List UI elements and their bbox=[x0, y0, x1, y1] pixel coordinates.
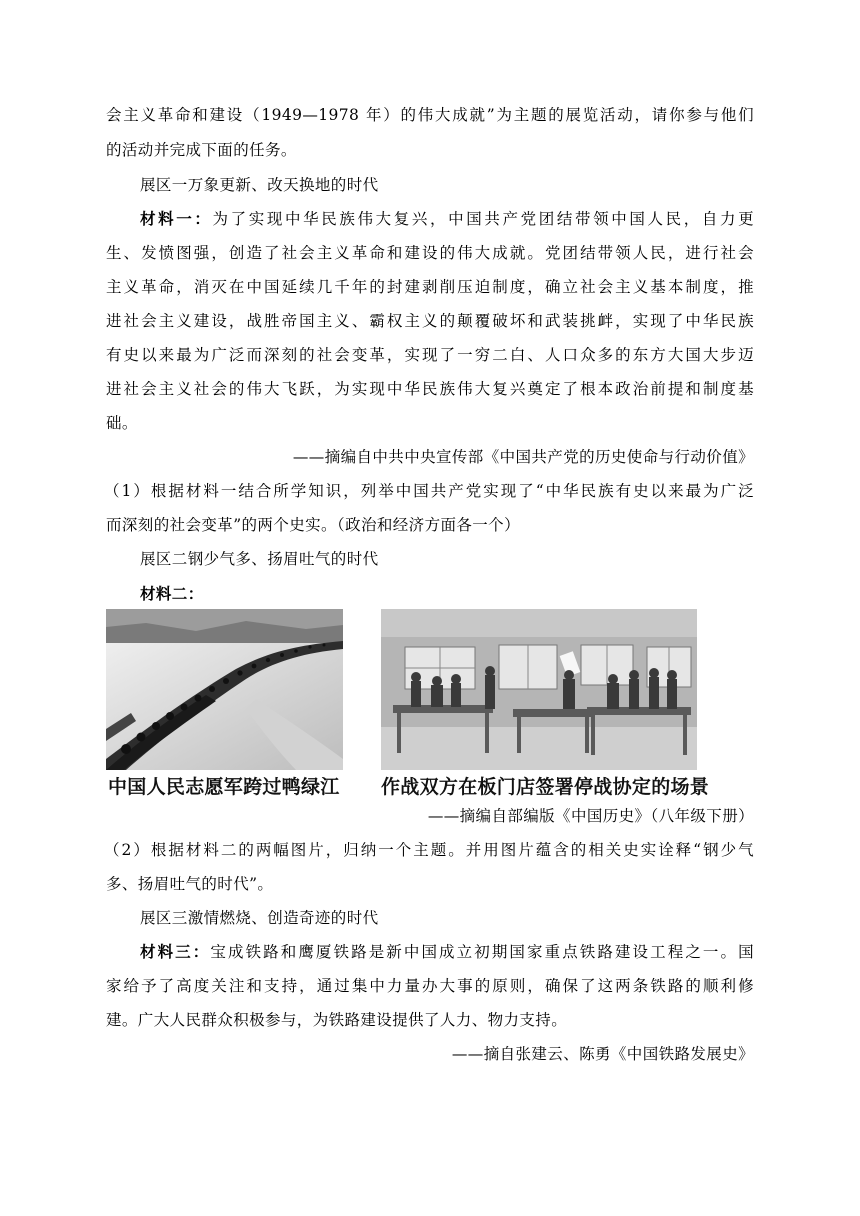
zone1-title: 展区一万象更新、改天换地的时代 bbox=[140, 176, 379, 194]
material-text: 宝成铁路和鹰厦铁路是新中国成立初期国家重点铁路建设工程之一。国 bbox=[210, 943, 754, 961]
zone2-title: 展区二钢少气多、扬眉吐气的时代 bbox=[140, 550, 379, 568]
zone3-title: 展区三激情燃烧、创造奇迹的时代 bbox=[140, 909, 379, 927]
zone2-material-label: 材料二： bbox=[140, 584, 204, 603]
armistice-signing-image bbox=[381, 609, 697, 770]
zone3-material-line-2: 家给予了高度关注和支持，通过集中力量办大事的原则，确保了这两条铁路的顺利修 bbox=[106, 977, 754, 995]
zone1-material-line-2: 生、发愤图强，创造了社会主义革命和建设的伟大成就。党团结带领人民，进行社会 bbox=[106, 244, 754, 262]
zone3-source: ——摘自张建云、陈勇《中国铁路发展史》 bbox=[451, 1045, 754, 1063]
armistice-signing-photo bbox=[381, 609, 697, 770]
question-2-line-1: （2）根据材料二的两幅图片，归纳一个主题。并用图片蕴含的相关史实诠释“钢少气 bbox=[104, 841, 754, 859]
zone1-material-line-6: 进社会主义社会的伟大飞跃，为实现中华民族伟大复兴奠定了根本政治前提和制度基 bbox=[106, 380, 754, 398]
zone1-source: ——摘编自中共中央宣传部《中国共产党的历史使命与行动价值》 bbox=[292, 448, 754, 466]
zone1-material-line-1 bbox=[140, 209, 754, 229]
zone1-material-line-3: 主义革命，消灭在中国延续几千年的封建剥削压迫制度，确立社会主义基本制度，推 bbox=[106, 278, 754, 296]
zone1-material-line-4: 进社会主义建设，战胜帝国主义、霸权主义的颠覆破坏和武装挑衅，实现了中华民族 bbox=[106, 312, 754, 330]
zone3-material-line-1 bbox=[140, 942, 754, 962]
zone3-material-line-3: 建。广大人民群众积极参与，为铁路建设提供了人力、物力支持。 bbox=[106, 1011, 568, 1029]
material-label: 材料一： bbox=[140, 209, 213, 228]
intro-line-1: 会主义革命和建设（1949—1978 年）的伟大成就”为主题的展览活动，请你参与他们 bbox=[106, 106, 754, 124]
question-1-line-1: （1）根据材料一结合所学知识，列举中国共产党实现了“中华民族有史以来最为广泛 bbox=[104, 482, 754, 500]
zone1-material-line-7: 础。 bbox=[106, 414, 138, 432]
intro-line-2: 的活动并完成下面的任务。 bbox=[106, 141, 297, 159]
material-label: 材料三： bbox=[140, 942, 211, 961]
volunteers-crossing-photo bbox=[106, 609, 343, 770]
question-2-line-2: 多、扬眉吐气的时代”。 bbox=[106, 875, 274, 893]
zone1-material-line-5: 有史以来最为广泛而深刻的社会变革，实现了一穷二白、人口众多的东方大国大步迈 bbox=[106, 346, 754, 364]
question-1-line-2: 而深刻的社会变革”的两个史实。（政治和经济方面各一个） bbox=[106, 516, 520, 534]
material-text: 为了实现中华民族伟大复兴，中国共产党团结带领中国人民，自力更 bbox=[212, 210, 754, 228]
caption-volunteers: 中国人民志愿军跨过鸭绿江 bbox=[108, 776, 340, 798]
caption-armistice: 作战双方在板门店签署停战协定的场景 bbox=[381, 776, 710, 798]
volunteers-crossing-image bbox=[106, 609, 343, 770]
zone2-source: ——摘编自部编版《中国历史》（八年级下册） bbox=[427, 807, 754, 825]
